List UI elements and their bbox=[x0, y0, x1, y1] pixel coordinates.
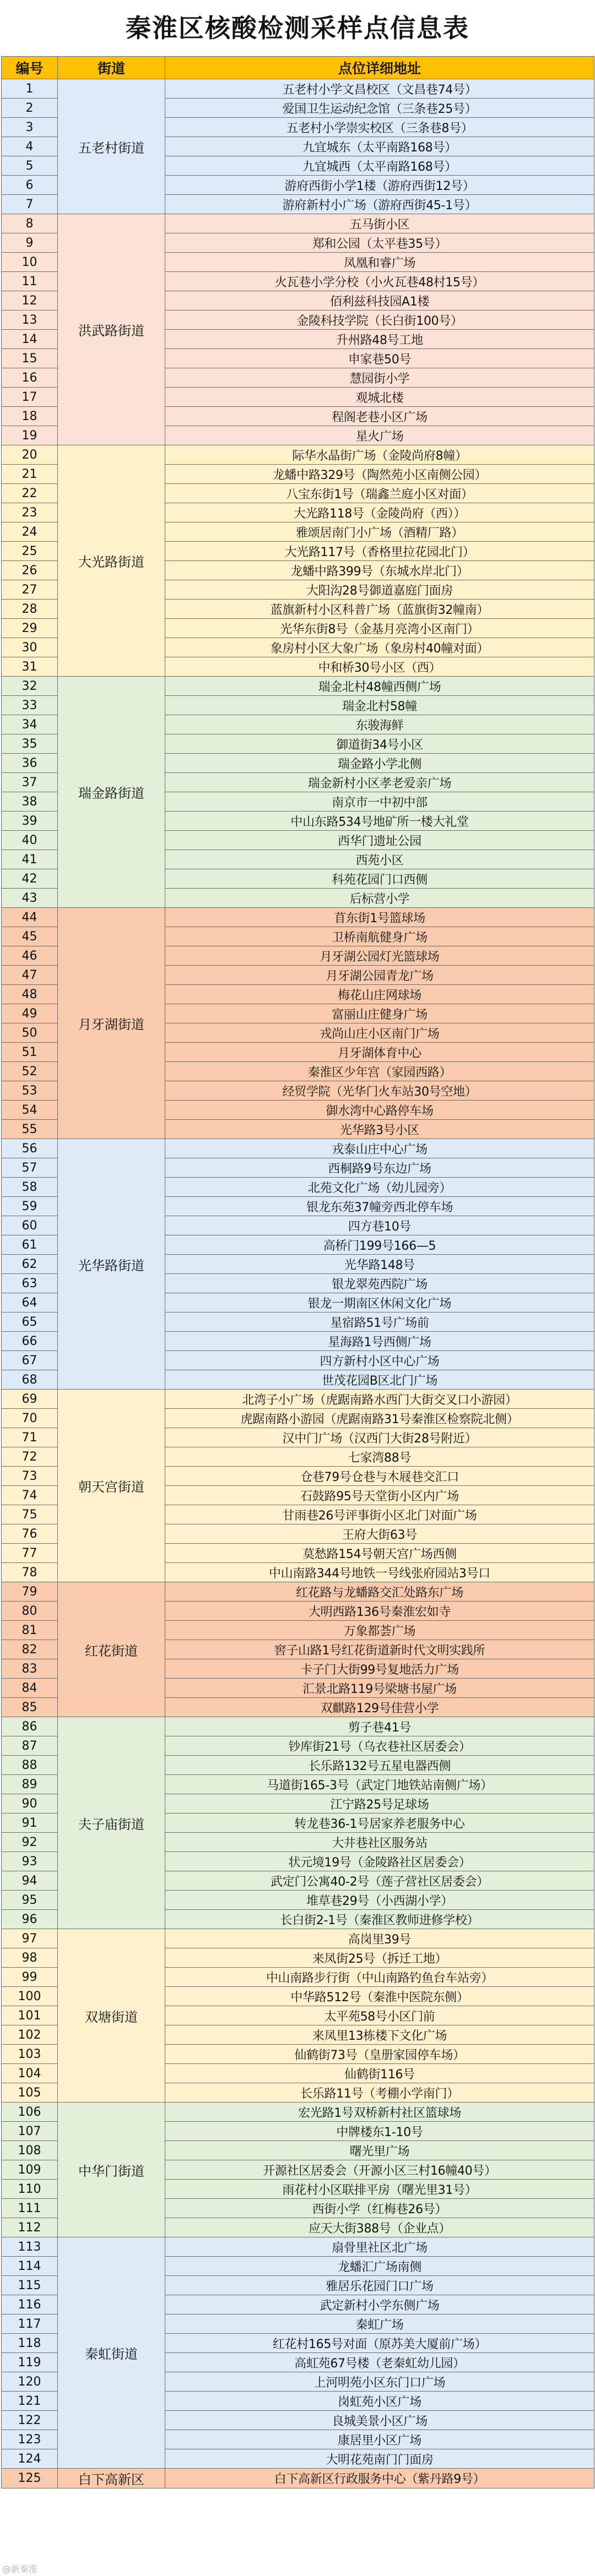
site-address: 瑞金路小学北侧 bbox=[165, 754, 594, 773]
site-address: 康居里小区广场 bbox=[165, 2430, 594, 2449]
row-index: 91 bbox=[2, 1813, 58, 1833]
site-address: 转龙巷36-1号居家养老服务中心 bbox=[165, 1813, 594, 1833]
row-index: 12 bbox=[2, 291, 58, 311]
site-address: 江宁路25号足球场 bbox=[165, 1794, 594, 1813]
table-row bbox=[2, 79, 594, 99]
site-address: 南京市一中初中部 bbox=[165, 792, 594, 812]
table-row bbox=[2, 445, 594, 465]
row-index: 102 bbox=[2, 2025, 58, 2045]
row-index: 77 bbox=[2, 1544, 58, 1563]
row-index: 86 bbox=[2, 1717, 58, 1736]
row-index: 74 bbox=[2, 1486, 58, 1505]
row-index: 87 bbox=[2, 1736, 58, 1756]
row-index: 123 bbox=[2, 2430, 58, 2449]
row-index: 25 bbox=[2, 542, 58, 561]
row-index: 45 bbox=[2, 927, 58, 946]
row-index: 63 bbox=[2, 1274, 58, 1293]
watermark-text: @新秦淮 bbox=[2, 2564, 38, 2574]
site-address: 白下高新区行政服务中心（紫丹路9号） bbox=[165, 2469, 594, 2488]
site-address: 蓝旗新村小区科普广场（蓝旗街32幢南） bbox=[165, 600, 594, 619]
site-address: 宏光路1号双桥新村社区篮球场 bbox=[165, 2103, 594, 2122]
row-index: 38 bbox=[2, 792, 58, 812]
table-row bbox=[2, 214, 594, 233]
row-index: 47 bbox=[2, 966, 58, 985]
row-index: 115 bbox=[2, 2276, 58, 2295]
row-index: 9 bbox=[2, 233, 58, 253]
site-address: 中和桥30号小区（西） bbox=[165, 657, 594, 677]
row-index: 120 bbox=[2, 2372, 58, 2392]
row-index: 89 bbox=[2, 1775, 58, 1794]
row-index: 70 bbox=[2, 1409, 58, 1428]
street-name: 红花街道 bbox=[58, 1582, 165, 1717]
table-row bbox=[2, 1717, 594, 1736]
site-address: 星宿路51号广场前 bbox=[165, 1312, 594, 1332]
row-index: 93 bbox=[2, 1852, 58, 1871]
site-address: 郑和公园（太平巷35号） bbox=[165, 233, 594, 253]
site-address: 马道街165-3号（武定门地铁站南侧广场） bbox=[165, 1775, 594, 1794]
row-index: 125 bbox=[2, 2469, 58, 2488]
site-address: 高桥门199号166—5 bbox=[165, 1235, 594, 1255]
site-address: 瑞金新村小区孝老爱亲广场 bbox=[165, 773, 594, 792]
site-address: 雅居乐花园门口广场 bbox=[165, 2276, 594, 2295]
row-index: 95 bbox=[2, 1891, 58, 1910]
row-index: 66 bbox=[2, 1332, 58, 1351]
site-address: 象房村小区大象广场（象房村40幢对面） bbox=[165, 638, 594, 657]
street-name: 白下高新区 bbox=[58, 2469, 165, 2488]
street-name: 中华门街道 bbox=[58, 2103, 165, 2237]
row-index: 85 bbox=[2, 1698, 58, 1717]
site-address: 上河明苑小区东门口广场 bbox=[165, 2372, 594, 2392]
page-title: 秦淮区核酸检测采样点信息表 bbox=[126, 13, 469, 43]
site-address: 大阳沟28号御道嘉庭门面房 bbox=[165, 580, 594, 600]
row-index: 2 bbox=[2, 99, 58, 118]
row-index: 109 bbox=[2, 2160, 58, 2180]
row-index: 100 bbox=[2, 1987, 58, 2006]
site-address: 银龙一期南区休闲文化广场 bbox=[165, 1293, 594, 1312]
row-index: 122 bbox=[2, 2411, 58, 2430]
site-address: 七家湾88号 bbox=[165, 1447, 594, 1467]
row-index: 18 bbox=[2, 407, 58, 426]
site-address: 大井巷社区服务站 bbox=[165, 1833, 594, 1852]
site-address: 月牙湖公园灯光篮球场 bbox=[165, 946, 594, 966]
table-row bbox=[2, 908, 594, 927]
row-index: 98 bbox=[2, 1948, 58, 1968]
row-index: 73 bbox=[2, 1467, 58, 1486]
row-index: 27 bbox=[2, 580, 58, 600]
site-address: 中山南路步行街（中山南路钓鱼台车站旁） bbox=[165, 1968, 594, 1987]
row-index: 79 bbox=[2, 1582, 58, 1602]
site-address: 良城美景小区广场 bbox=[165, 2411, 594, 2430]
site-address: 武定新村小学东侧广场 bbox=[165, 2295, 594, 2314]
site-address: 五老村小学崇实校区（三条巷8号） bbox=[165, 118, 594, 137]
row-index: 37 bbox=[2, 773, 58, 792]
site-address: 仙鹤街73号（皇册家园停车场） bbox=[165, 2045, 594, 2064]
site-address: 虎踞南路小游园（虎踞南路31号秦淮区检察院北侧） bbox=[165, 1409, 594, 1428]
site-address: 大明西路136号秦淮宏如寺 bbox=[165, 1602, 594, 1621]
row-index: 55 bbox=[2, 1120, 58, 1139]
table-header-row bbox=[2, 57, 594, 79]
site-address: 窖子山路1号红花街道新时代文明实践所 bbox=[165, 1640, 594, 1659]
site-address: 汉中门广场（汉西门大街28号附近） bbox=[165, 1428, 594, 1447]
row-index: 60 bbox=[2, 1216, 58, 1235]
site-address: 西街小学（红梅巷26号） bbox=[165, 2199, 594, 2218]
row-index: 111 bbox=[2, 2199, 58, 2218]
row-index: 26 bbox=[2, 561, 58, 580]
row-index: 67 bbox=[2, 1351, 58, 1370]
row-index: 72 bbox=[2, 1447, 58, 1467]
row-index: 49 bbox=[2, 1004, 58, 1023]
site-address: 金陵科技学院（长白街100号） bbox=[165, 311, 594, 330]
site-address: 星火广场 bbox=[165, 426, 594, 445]
row-index: 71 bbox=[2, 1428, 58, 1447]
row-index: 116 bbox=[2, 2295, 58, 2314]
table-row bbox=[2, 1929, 594, 1948]
row-index: 78 bbox=[2, 1563, 58, 1582]
row-index: 83 bbox=[2, 1659, 58, 1679]
row-index: 94 bbox=[2, 1871, 58, 1891]
site-address: 中山东路534号地矿所一楼大礼堂 bbox=[165, 812, 594, 831]
site-address: 富丽山庄健身广场 bbox=[165, 1004, 594, 1023]
site-address: 游府西街小学1楼（游府西街12号） bbox=[165, 176, 594, 195]
row-index: 11 bbox=[2, 272, 58, 291]
row-index: 82 bbox=[2, 1640, 58, 1659]
row-index: 69 bbox=[2, 1390, 58, 1409]
site-address: 龙蟠汇广场南侧 bbox=[165, 2257, 594, 2276]
site-address: 龙蟠中路399号（东城水岸北门） bbox=[165, 561, 594, 580]
site-address: 开源社区居委会（开源小区三村16幢40号） bbox=[165, 2160, 594, 2180]
street-name: 五老村街道 bbox=[58, 79, 165, 214]
row-index: 46 bbox=[2, 946, 58, 966]
row-index: 14 bbox=[2, 330, 58, 349]
site-address: 石鼓路95号天堂街小区内广场 bbox=[165, 1486, 594, 1505]
street-name: 朝天宫街道 bbox=[58, 1390, 165, 1582]
site-address: 光华路148号 bbox=[165, 1255, 594, 1274]
row-index: 99 bbox=[2, 1968, 58, 1987]
site-address: 后标营小学 bbox=[165, 889, 594, 908]
site-address: 卡子门大街99号复地活力广场 bbox=[165, 1659, 594, 1679]
site-address: 世茂花园B区北门广场 bbox=[165, 1370, 594, 1390]
street-name: 月牙湖街道 bbox=[58, 908, 165, 1139]
site-address: 秦淮区少年宫（家园西路） bbox=[165, 1062, 594, 1081]
site-address: 雨花村小区联排平房（曙光里31号） bbox=[165, 2180, 594, 2199]
row-index: 44 bbox=[2, 908, 58, 927]
row-index: 97 bbox=[2, 1929, 58, 1948]
street-name: 大光路街道 bbox=[58, 445, 165, 677]
row-index: 7 bbox=[2, 195, 58, 214]
site-address: 卫桥南航健身广场 bbox=[165, 927, 594, 946]
site-address: 来凤里13栋楼下文化广场 bbox=[165, 2025, 594, 2045]
row-index: 36 bbox=[2, 754, 58, 773]
site-address: 高岗里39号 bbox=[165, 1929, 594, 1948]
site-address: 仓巷79号仓巷与木屐巷交汇口 bbox=[165, 1467, 594, 1486]
row-index: 64 bbox=[2, 1293, 58, 1312]
row-index: 23 bbox=[2, 503, 58, 522]
row-index: 24 bbox=[2, 522, 58, 542]
table-row bbox=[2, 2103, 594, 2122]
site-address: 高虹苑67号楼（老秦虹幼儿园） bbox=[165, 2353, 594, 2372]
site-address: 西华门遗址公园 bbox=[165, 831, 594, 850]
site-address: 游府新村小广场（游府西街45-1号） bbox=[165, 195, 594, 214]
site-address: 戎尚山庄小区南门广场 bbox=[165, 1023, 594, 1043]
table-row bbox=[2, 1582, 594, 1602]
site-address: 大光路117号（香格里拉花园北门） bbox=[165, 542, 594, 561]
site-address: 月牙湖公园青龙广场 bbox=[165, 966, 594, 985]
site-address: 瑞金北村48幢西侧广场 bbox=[165, 677, 594, 696]
row-index: 3 bbox=[2, 118, 58, 137]
row-index: 22 bbox=[2, 484, 58, 503]
header-address: 点位详细地址 bbox=[165, 57, 594, 79]
site-address: 凤凰和睿广场 bbox=[165, 253, 594, 272]
site-address: 大明花苑南门门面房 bbox=[165, 2449, 594, 2469]
site-address: 四方巷10号 bbox=[165, 1216, 594, 1235]
site-address: 戎泰山庄中心广场 bbox=[165, 1139, 594, 1158]
street-name: 夫子庙街道 bbox=[58, 1717, 165, 1929]
row-index: 51 bbox=[2, 1043, 58, 1062]
row-index: 29 bbox=[2, 619, 58, 638]
site-address: 佰利兹科技园A1楼 bbox=[165, 291, 594, 311]
row-index: 10 bbox=[2, 253, 58, 272]
row-index: 43 bbox=[2, 889, 58, 908]
row-index: 56 bbox=[2, 1139, 58, 1158]
row-index: 103 bbox=[2, 2045, 58, 2064]
site-address: 瑞金北村58幢 bbox=[165, 696, 594, 715]
row-index: 19 bbox=[2, 426, 58, 445]
site-address: 龙蟠中路329号（陶然苑小区南侧公园） bbox=[165, 465, 594, 484]
row-index: 31 bbox=[2, 657, 58, 677]
site-address: 银龙翠苑西院广场 bbox=[165, 1274, 594, 1293]
site-address: 西桐路9号东边广场 bbox=[165, 1158, 594, 1178]
row-index: 96 bbox=[2, 1910, 58, 1929]
row-index: 117 bbox=[2, 2314, 58, 2334]
site-address: 光华东街8号（金基月亮湾小区南门） bbox=[165, 619, 594, 638]
row-index: 8 bbox=[2, 214, 58, 233]
site-address: 万象都荟广场 bbox=[165, 1621, 594, 1640]
row-index: 28 bbox=[2, 600, 58, 619]
site-address: 苜东街1号篮球场 bbox=[165, 908, 594, 927]
row-index: 20 bbox=[2, 445, 58, 465]
site-address: 程阁老巷小区广场 bbox=[165, 407, 594, 426]
street-name: 洪武路街道 bbox=[58, 214, 165, 445]
row-index: 105 bbox=[2, 2083, 58, 2103]
site-address: 甘雨巷26号评事街小区北门对面广场 bbox=[165, 1505, 594, 1524]
table-row bbox=[2, 677, 594, 696]
site-address: 月牙湖体育中心 bbox=[165, 1043, 594, 1062]
row-index: 75 bbox=[2, 1505, 58, 1524]
row-index: 65 bbox=[2, 1312, 58, 1332]
table-row bbox=[2, 2237, 594, 2257]
row-index: 33 bbox=[2, 696, 58, 715]
row-index: 88 bbox=[2, 1756, 58, 1775]
row-index: 42 bbox=[2, 869, 58, 889]
site-address: 长白街2-1号（秦淮区教师进修学校） bbox=[165, 1910, 594, 1929]
site-address: 升州路48号工地 bbox=[165, 330, 594, 349]
row-index: 80 bbox=[2, 1602, 58, 1621]
row-index: 1 bbox=[2, 79, 58, 99]
row-index: 6 bbox=[2, 176, 58, 195]
site-address: 长乐路132号五星电器西侧 bbox=[165, 1756, 594, 1775]
site-address: 北湾子小广场（虎踞南路水西门大街交叉口小游园） bbox=[165, 1390, 594, 1409]
site-address: 东骏海鲜 bbox=[165, 715, 594, 734]
row-index: 119 bbox=[2, 2353, 58, 2372]
row-index: 58 bbox=[2, 1178, 58, 1197]
row-index: 30 bbox=[2, 638, 58, 657]
site-address: 银龙东苑37幢旁西北停车场 bbox=[165, 1197, 594, 1216]
site-address: 际华水晶街广场（金陵尚府8幢） bbox=[165, 445, 594, 465]
site-address: 来凤街25号（拆迁工地） bbox=[165, 1948, 594, 1968]
site-address: 剪子巷41号 bbox=[165, 1717, 594, 1736]
site-address: 王府大街63号 bbox=[165, 1524, 594, 1544]
table-row bbox=[2, 2469, 594, 2488]
table-body bbox=[2, 79, 594, 2488]
site-address: 秦虹广场 bbox=[165, 2314, 594, 2334]
site-address: 中牌楼东1-10号 bbox=[165, 2122, 594, 2141]
site-address: 西苑小区 bbox=[165, 850, 594, 869]
row-index: 17 bbox=[2, 388, 58, 407]
row-index: 35 bbox=[2, 734, 58, 754]
row-index: 57 bbox=[2, 1158, 58, 1178]
row-index: 5 bbox=[2, 156, 58, 176]
row-index: 112 bbox=[2, 2218, 58, 2237]
row-index: 39 bbox=[2, 812, 58, 831]
row-index: 101 bbox=[2, 2006, 58, 2025]
site-address: 红花路与龙蟠路交汇处路东广场 bbox=[165, 1582, 594, 1602]
site-address: 中山南路344号地铁一号线张府园站3号口 bbox=[165, 1563, 594, 1582]
site-address: 武定门公寓40-2号（莲子营社区居委会） bbox=[165, 1871, 594, 1891]
row-index: 54 bbox=[2, 1101, 58, 1120]
row-index: 41 bbox=[2, 850, 58, 869]
row-index: 68 bbox=[2, 1370, 58, 1390]
header-index: 编号 bbox=[2, 57, 58, 79]
row-index: 52 bbox=[2, 1062, 58, 1081]
site-address: 状元境19号（金陵路社区居委会） bbox=[165, 1852, 594, 1871]
header-street: 街道 bbox=[58, 57, 165, 79]
site-address: 长乐路11号（考棚小学南门） bbox=[165, 2083, 594, 2103]
row-index: 48 bbox=[2, 985, 58, 1004]
site-address: 梅花山庄网球场 bbox=[165, 985, 594, 1004]
row-index: 104 bbox=[2, 2064, 58, 2083]
site-address: 堆草巷29号（小西湖小学） bbox=[165, 1891, 594, 1910]
row-index: 107 bbox=[2, 2122, 58, 2141]
site-address: 光华路3号小区 bbox=[165, 1120, 594, 1139]
row-index: 21 bbox=[2, 465, 58, 484]
row-index: 106 bbox=[2, 2103, 58, 2122]
row-index: 62 bbox=[2, 1255, 58, 1274]
street-name: 秦虹街道 bbox=[58, 2237, 165, 2469]
row-index: 84 bbox=[2, 1679, 58, 1698]
row-index: 110 bbox=[2, 2180, 58, 2199]
row-index: 118 bbox=[2, 2334, 58, 2353]
site-address: 曙光里广场 bbox=[165, 2141, 594, 2160]
row-index: 32 bbox=[2, 677, 58, 696]
row-index: 121 bbox=[2, 2392, 58, 2411]
row-index: 40 bbox=[2, 831, 58, 850]
street-name: 双塘街道 bbox=[58, 1929, 165, 2103]
site-address: 岗虹苑小区广场 bbox=[165, 2392, 594, 2411]
row-index: 124 bbox=[2, 2449, 58, 2469]
table-row bbox=[2, 1139, 594, 1158]
site-address: 五老村小学文昌校区（文昌巷74号） bbox=[165, 79, 594, 99]
site-address: 火瓦巷小学分校（小火瓦巷48村15号） bbox=[165, 272, 594, 291]
site-address: 中华路512号（秦淮中医院东侧） bbox=[165, 1987, 594, 2006]
site-address: 钞库街21号（乌衣巷社区居委会） bbox=[165, 1736, 594, 1756]
site-address: 仙鹤街116号 bbox=[165, 2064, 594, 2083]
row-index: 76 bbox=[2, 1524, 58, 1544]
row-index: 53 bbox=[2, 1081, 58, 1101]
site-address: 莫愁路154号朝天宫广场西侧 bbox=[165, 1544, 594, 1563]
site-address: 雅颂居南门小广场（酒精厂路） bbox=[165, 522, 594, 542]
street-name: 瑞金路街道 bbox=[58, 677, 165, 908]
site-address: 科苑花园门口西侧 bbox=[165, 869, 594, 889]
row-index: 15 bbox=[2, 349, 58, 368]
site-address: 星海路1号西侧广场 bbox=[165, 1332, 594, 1351]
row-index: 50 bbox=[2, 1023, 58, 1043]
site-address: 慧园街小学 bbox=[165, 368, 594, 388]
site-address: 太平苑58号小区门前 bbox=[165, 2006, 594, 2025]
site-address: 九宜城西（太平南路168号） bbox=[165, 156, 594, 176]
row-index: 90 bbox=[2, 1794, 58, 1813]
site-address: 爱国卫生运动纪念馆（三条巷25号） bbox=[165, 99, 594, 118]
row-index: 108 bbox=[2, 2141, 58, 2160]
site-address: 九宜城东（太平南路168号） bbox=[165, 137, 594, 156]
street-name: 光华路街道 bbox=[58, 1139, 165, 1390]
site-address: 观城北楼 bbox=[165, 388, 594, 407]
site-address: 御道街34号小区 bbox=[165, 734, 594, 754]
site-address: 北苑文化广场（幼儿园旁） bbox=[165, 1178, 594, 1197]
row-index: 4 bbox=[2, 137, 58, 156]
site-address: 红花村165号对面（原苏美大厦前广场） bbox=[165, 2334, 594, 2353]
site-address: 双麒路129号佳营小学 bbox=[165, 1698, 594, 1717]
site-address: 御水湾中心路停车场 bbox=[165, 1101, 594, 1120]
site-address: 大光路118号（金陵尚府（西）） bbox=[165, 503, 594, 522]
row-index: 114 bbox=[2, 2257, 58, 2276]
site-address: 扇骨里社区北广场 bbox=[165, 2237, 594, 2257]
sampling-sites-table bbox=[1, 56, 594, 2488]
site-address: 应天大街388号（企业点） bbox=[165, 2218, 594, 2237]
site-address: 申家巷50号 bbox=[165, 349, 594, 368]
row-index: 34 bbox=[2, 715, 58, 734]
row-index: 113 bbox=[2, 2237, 58, 2257]
site-address: 八宝东街1号（瑞鑫兰庭小区对面） bbox=[165, 484, 594, 503]
table-row bbox=[2, 1390, 594, 1409]
site-address: 五马街小区 bbox=[165, 214, 594, 233]
site-address: 汇景北路119号梁塘书屋广场 bbox=[165, 1679, 594, 1698]
row-index: 81 bbox=[2, 1621, 58, 1640]
row-index: 59 bbox=[2, 1197, 58, 1216]
row-index: 16 bbox=[2, 368, 58, 388]
row-index: 13 bbox=[2, 311, 58, 330]
site-address: 经贸学院（光华门火车站30号空地） bbox=[165, 1081, 594, 1101]
row-index: 61 bbox=[2, 1235, 58, 1255]
site-address: 四方新村小区中心广场 bbox=[165, 1351, 594, 1370]
row-index: 92 bbox=[2, 1833, 58, 1852]
